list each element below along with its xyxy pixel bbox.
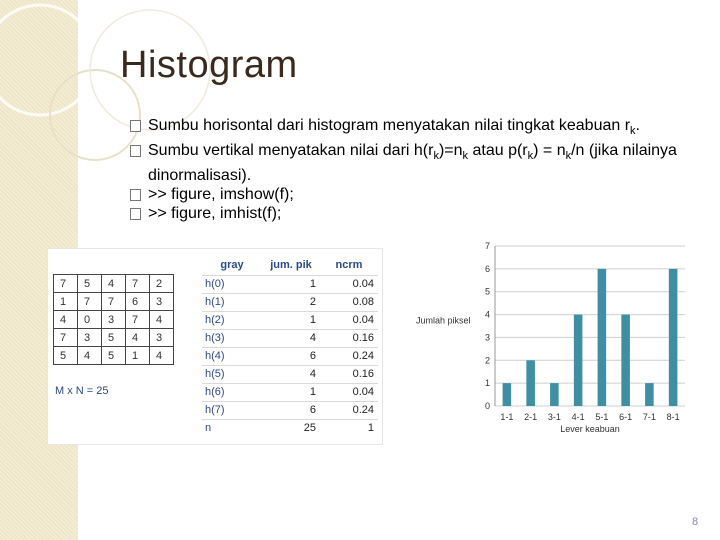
matrix-row [54, 293, 174, 311]
table-cell: 1 [262, 275, 320, 293]
matrix-cell: 4 [150, 347, 174, 365]
x-tick-label: 7-1 [642, 412, 656, 422]
bullet-subscript: k [565, 150, 572, 163]
matrix-cell: 4 [102, 275, 126, 293]
table-cell: 0.24 [320, 401, 378, 419]
histogram-bar [598, 269, 607, 406]
histogram-bar [645, 383, 654, 406]
bullet-subscript: k [630, 125, 636, 138]
bullet-box-icon [130, 145, 141, 157]
table-total-cell: n [202, 419, 262, 437]
matrix-cell: 3 [150, 329, 174, 347]
histogram-bar [503, 383, 512, 406]
histogram-table [202, 255, 378, 437]
bullet-box-icon [130, 120, 141, 132]
table-row [202, 311, 378, 329]
table-cell: h(6) [202, 383, 262, 401]
table-row [202, 293, 378, 311]
table-cell: h(5) [202, 365, 262, 383]
bullet-box-icon [130, 189, 141, 201]
table-row [202, 275, 378, 293]
x-tick-label: 2-1 [524, 412, 538, 422]
bullet-text: atau p(r [468, 142, 528, 160]
matrix-cell: 4 [78, 347, 102, 365]
table-cell: 2 [262, 293, 320, 311]
table-cell: 0.16 [320, 329, 378, 347]
histogram-chart [410, 236, 710, 446]
table-cell: h(3) [202, 329, 262, 347]
matrix-row [54, 347, 174, 365]
matrix-cell: 3 [102, 311, 126, 329]
table-row [202, 383, 378, 401]
matrix-cell: 5 [102, 347, 126, 365]
header-gray: gray [220, 258, 244, 271]
bullet-subscript: k [462, 150, 469, 163]
table-total-cell: 25 [262, 419, 320, 437]
table-cell: 4 [262, 329, 320, 347]
matrix-cell: 4 [126, 329, 150, 347]
x-tick-label: 4-1 [571, 412, 585, 422]
histogram-bar [550, 383, 559, 406]
bullet-item [130, 204, 690, 223]
table-cell: 0.24 [320, 347, 378, 365]
bullet-text: >> figure, imshow(f); [148, 186, 294, 204]
bullet-subscript: k [527, 150, 534, 163]
y-tick-label: 7 [484, 241, 490, 251]
table-cell: h(1) [202, 293, 262, 311]
matrix-cell: 0 [78, 311, 102, 329]
y-axis-label: Jumlah piksel [416, 315, 471, 326]
bullet-text: )=n [438, 142, 463, 160]
histogram-data-panel [48, 249, 382, 444]
matrix-cell: 7 [126, 275, 150, 293]
table-cell: h(4) [202, 347, 262, 365]
slide-title: Histogram [120, 44, 298, 86]
matrix-cell: 7 [102, 293, 126, 311]
matrix-cell: 5 [54, 347, 78, 365]
pixel-matrix [53, 274, 174, 365]
matrix-cell: 6 [126, 293, 150, 311]
matrix-cell: 7 [54, 329, 78, 347]
matrix-cell: 2 [150, 275, 174, 293]
x-tick-label: 1-1 [500, 412, 514, 422]
y-tick-label: 6 [484, 263, 490, 274]
table-cell: 0.04 [320, 311, 378, 329]
y-tick-label: 3 [484, 332, 490, 343]
x-tick-label: 8-1 [666, 412, 680, 422]
matrix-row [54, 329, 174, 347]
table-cell: 1 [262, 383, 320, 401]
table-total-row [202, 419, 378, 437]
table-row [202, 329, 378, 347]
table-total-cell: 1 [320, 419, 378, 437]
table-cell: h(2) [202, 311, 262, 329]
histogram-bar [621, 315, 630, 406]
table-row [202, 401, 378, 419]
table-cell: 0.04 [320, 383, 378, 401]
table-cell: 0.16 [320, 365, 378, 383]
bullet-list [130, 116, 690, 223]
table-cell: 6 [262, 347, 320, 365]
table-row [202, 347, 378, 365]
table-cell: h(7) [202, 401, 262, 419]
table-cell: 0.04 [320, 275, 378, 293]
table-cell: 0.08 [320, 293, 378, 311]
y-tick-label: 0 [484, 401, 490, 411]
x-tick-label: 3-1 [547, 412, 561, 422]
bullet-item [130, 185, 690, 204]
matrix-cell: 7 [78, 293, 102, 311]
matrix-cell: 1 [126, 347, 150, 365]
x-tick-label: 6-1 [619, 412, 633, 422]
x-tick-label: 5-1 [595, 412, 609, 422]
bullet-text: Sumbu vertikal menyatakan nilai dari h(r [148, 142, 434, 160]
bullet-text: >> figure, imhist(f); [148, 205, 282, 223]
matrix-cell: 7 [126, 311, 150, 329]
bullet-text: ) = n [533, 142, 566, 160]
matrix-cell: 3 [150, 293, 174, 311]
matrix-size-label: M x N = 25 [55, 385, 109, 397]
table-cell: 1 [262, 311, 320, 329]
bullet-subscript: k [433, 150, 439, 163]
table-cell: h(0) [202, 275, 262, 293]
matrix-row [54, 311, 174, 329]
table-cell: 4 [262, 365, 320, 383]
histogram-bar [526, 360, 535, 406]
bullet-text: /n (jika nilainya dinormalisasi). [148, 142, 677, 185]
bullet-text: . [635, 117, 640, 134]
histogram-bar [669, 269, 678, 406]
table-header-row [202, 255, 378, 275]
matrix-cell: 4 [54, 311, 78, 329]
y-tick-label: 5 [484, 286, 490, 297]
matrix-cell: 4 [150, 311, 174, 329]
bullet-box-icon [130, 208, 141, 220]
bullet-item [130, 141, 690, 185]
histogram-bar [574, 315, 583, 406]
matrix-cell: 5 [102, 329, 126, 347]
matrix-cell: 5 [78, 275, 102, 293]
header-jum-pik: jum. pik [270, 258, 312, 271]
x-axis-label: Lever keabuan [560, 424, 620, 434]
matrix-cell: 1 [54, 293, 78, 311]
matrix-cell: 7 [54, 275, 78, 293]
matrix-row [54, 275, 174, 293]
matrix-cell: 3 [78, 329, 102, 347]
y-tick-label: 2 [484, 355, 490, 366]
bullet-item [130, 116, 690, 141]
y-tick-label: 1 [484, 378, 490, 389]
page-number: 8 [692, 516, 699, 528]
bullet-text: Sumbu horisontal dari histogram menyatakan nilai tingkat keabuan r [148, 117, 631, 134]
y-tick-label: 4 [484, 309, 490, 320]
header-ncrm: ncrm [335, 258, 363, 271]
table-cell: 6 [262, 401, 320, 419]
table-row [202, 365, 378, 383]
